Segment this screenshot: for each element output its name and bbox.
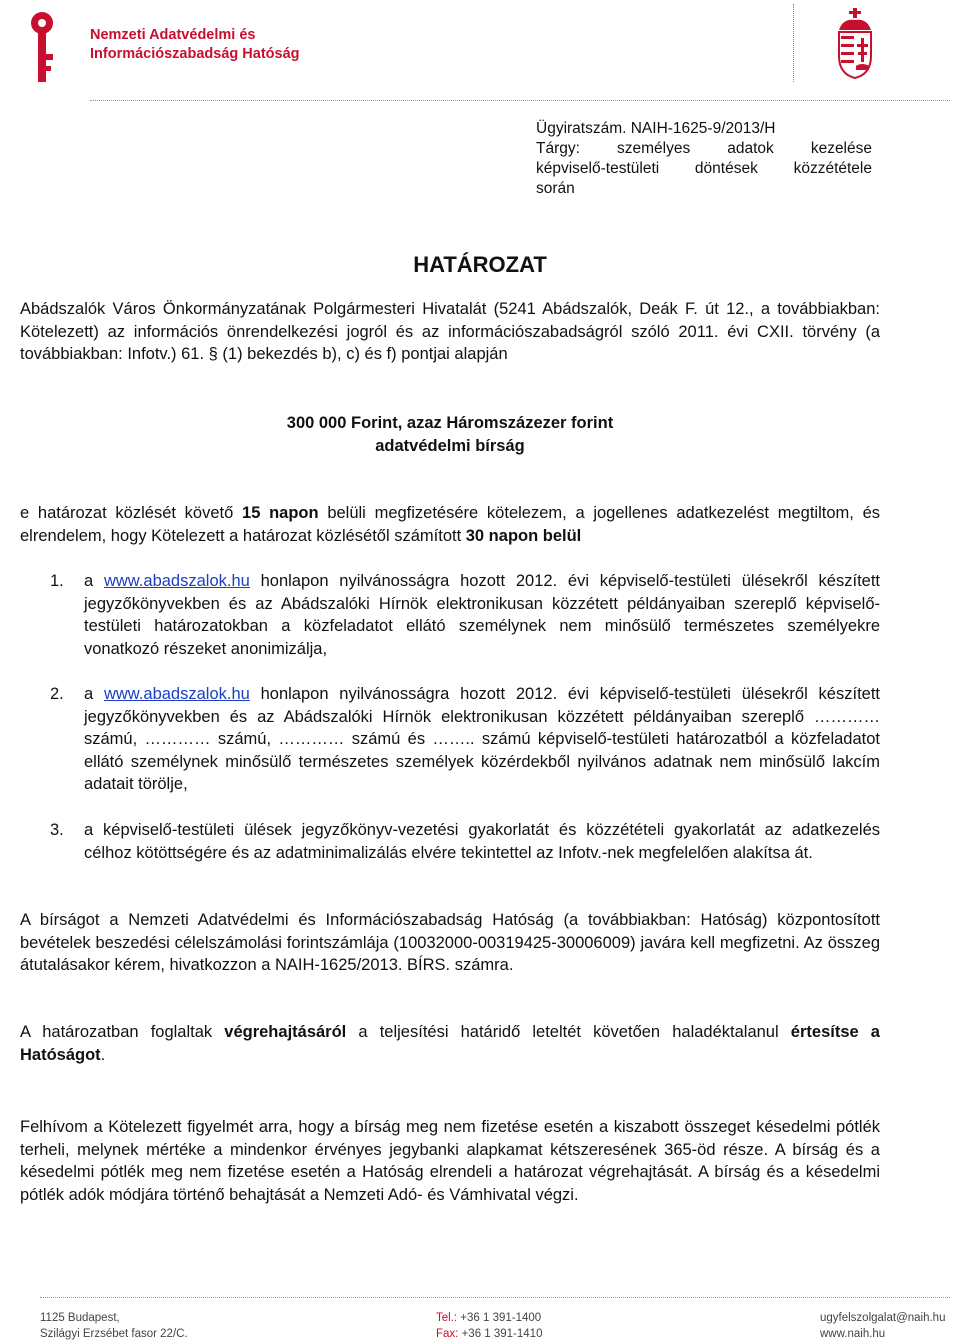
case-subject-line3: során <box>536 180 575 197</box>
footer-contact <box>820 1310 945 1342</box>
payment-paragraph: A bírságot a Nemzeti Adatvédelmi és Információszabadság Hatóság (a továbbiakban: Hatóság) központosított bevételek beszedési célelszámolási forintszámlája (10032000-00319425-30006009) javára kell megfizetni. Az összeg átutalásakor kérem, hivatkozzon a NAIH-1625/2013. BÍRS. számra. <box>20 911 880 974</box>
list-item-body: honlapon nyilvánosságra hozott 2012. évi képviselő-testületi ülésekről készített jegyzőkönyvekben és az Abádszalóki Hírnök elektronikusan közzétett példányaiban szereplő ………… számú, ………… számú, ………… számú és …….. számú képviselő-testületi határozatból a közfeladatot ellátó személynek minősülő természetes személyek közérdekből nyilvános adatnak nem minősülő lakcím adatait törölje, <box>84 685 880 793</box>
footer-email[interactable]: ugyfelszolgalat@naih.hu <box>820 1312 946 1324</box>
notify-enforcement: végrehajtásáról <box>224 1023 347 1041</box>
case-subject-line1: Tárgy: személyes adatok kezelése <box>536 140 872 157</box>
notification-paragraph <box>20 1021 880 1066</box>
case-reference: Ügyiratszám. NAIH-1625-9/2013/H <box>536 120 776 137</box>
list-item-text: a képviselő-testületi ülések jegyzőkönyv-vezetési gyakorlatát és közzétételi gyakorlatát az adatkezelés célhoz kötöttségére és az adatminimalizálás elvére tekintettel az Infotv.-nek megfelelően alakítsa át. <box>84 821 880 862</box>
link-text-tld: hu <box>231 685 250 703</box>
hungarian-coat-of-arms-icon <box>835 8 875 80</box>
notify-text-3: . <box>100 1045 106 1064</box>
case-meta <box>536 119 872 199</box>
footer-phone <box>436 1310 542 1342</box>
footer-address-line2: Szilágyi Erzsébet fasor 22/C. <box>40 1328 188 1340</box>
naih-key-logo-icon <box>28 10 56 84</box>
list-item-text <box>84 683 880 796</box>
fine-amount-line: 300 000 Forint, azaz Háromszázezer forint <box>286 414 614 432</box>
footer-fax: +36 1 391-1410 <box>461 1328 543 1340</box>
abadszalok-website-link[interactable] <box>104 685 250 703</box>
header-divider <box>793 4 794 82</box>
deadline-30-days: 30 napon belül <box>465 526 582 545</box>
notify-text-1: A határozatban foglaltak <box>20 1023 225 1041</box>
link-text-tld: hu <box>231 572 250 590</box>
organization-name <box>90 26 300 64</box>
footer-tel: +36 1 391-1400 <box>460 1312 542 1324</box>
document-title: HATÁROZAT <box>413 252 547 277</box>
order-text-1: e határozat közlését követő <box>20 504 243 522</box>
intro-paragraph: Abádszalók Város Önkormányzatának Polgármesteri Hivatalát (5241 Abádszalók, Deák F. út 12., a továbbiakban: Kötelezett) az információs önrendelkezési jogról és az információszabadságról szóló 2011. évi CXII. törvény (a továbbiakban: Infotv.) 61. § (1) bekezdés b), c) és f) pontjai alapján <box>20 300 880 363</box>
link-text-domain: www.abadszalok. <box>103 685 232 703</box>
case-subject-line2: képviselő-testületi döntések közzététele <box>536 160 872 177</box>
footer-fax-label: Fax: <box>436 1328 459 1340</box>
abadszalok-website-link[interactable] <box>104 572 250 590</box>
fine-type-line: adatvédelmi bírság <box>375 437 525 455</box>
list-item-number: 1. <box>50 572 64 590</box>
footer-separator <box>40 1297 950 1298</box>
list-item-number: 2. <box>50 685 64 703</box>
list-item-text <box>84 570 880 660</box>
org-name-line1: Nemzeti Adatvédelmi és <box>90 27 256 43</box>
notify-authority: értesítse a Hatóságot <box>20 1023 880 1064</box>
warning-paragraph: Felhívom a Kötelezett figyelmét arra, hogy a bírság meg nem fizetése esetén a kiszabott összeget késedelmi pótlék terheli, melynek mértéke a mindenkor érvényes jegybanki alapkamat kétszeresének 365-öd része. A bírság és a késedelmi pótlék meg nem fizetése esetén a Hatóság elrendeli a határozat végrehajtását. A bírság és a késedelmi pótlék adók módjára történő behajtását a Nemzeti Adó- és Vámhivatal végzi. <box>20 1118 880 1204</box>
order-paragraph <box>20 502 880 547</box>
order-text-2: belüli megfizetésére kötelezem, a jogellenes adatkezelést megtiltom, és elrendelem, hogy Kötelezett a határozat közlésétől számított <box>20 504 880 545</box>
notify-text-2: a teljesítési határidő leteltét követően haladéktalanul <box>346 1023 791 1041</box>
footer-address-line1: 1125 Budapest, <box>40 1312 120 1324</box>
footer-web[interactable]: www.naih.hu <box>820 1328 886 1340</box>
footer-tel-label: Tel.: <box>436 1312 458 1324</box>
list-item-body: honlapon nyilvánosságra hozott 2012. évi képviselő-testületi ülésekről készített jegyzőkönyvekben és az Abádszalóki Hírnök elektronikusan közzétett példányaiban szereplő képviselő-testületi határozatokban a közfeladatot ellátó személynek nem minősülő természetes személyekre vonatkozó részeket anonimizálja, <box>84 572 880 658</box>
org-name-line2: Információszabadság Hatóság <box>90 46 300 62</box>
list-item-prefix: a <box>84 572 104 590</box>
list-item-number: 3. <box>50 821 64 839</box>
footer-address <box>40 1310 188 1342</box>
link-text-domain: www.abadszalok. <box>103 572 232 590</box>
deadline-15-days: 15 napon <box>242 504 319 522</box>
list-item-prefix: a <box>84 685 104 703</box>
fine-amount <box>0 412 900 458</box>
header-separator <box>90 100 950 101</box>
